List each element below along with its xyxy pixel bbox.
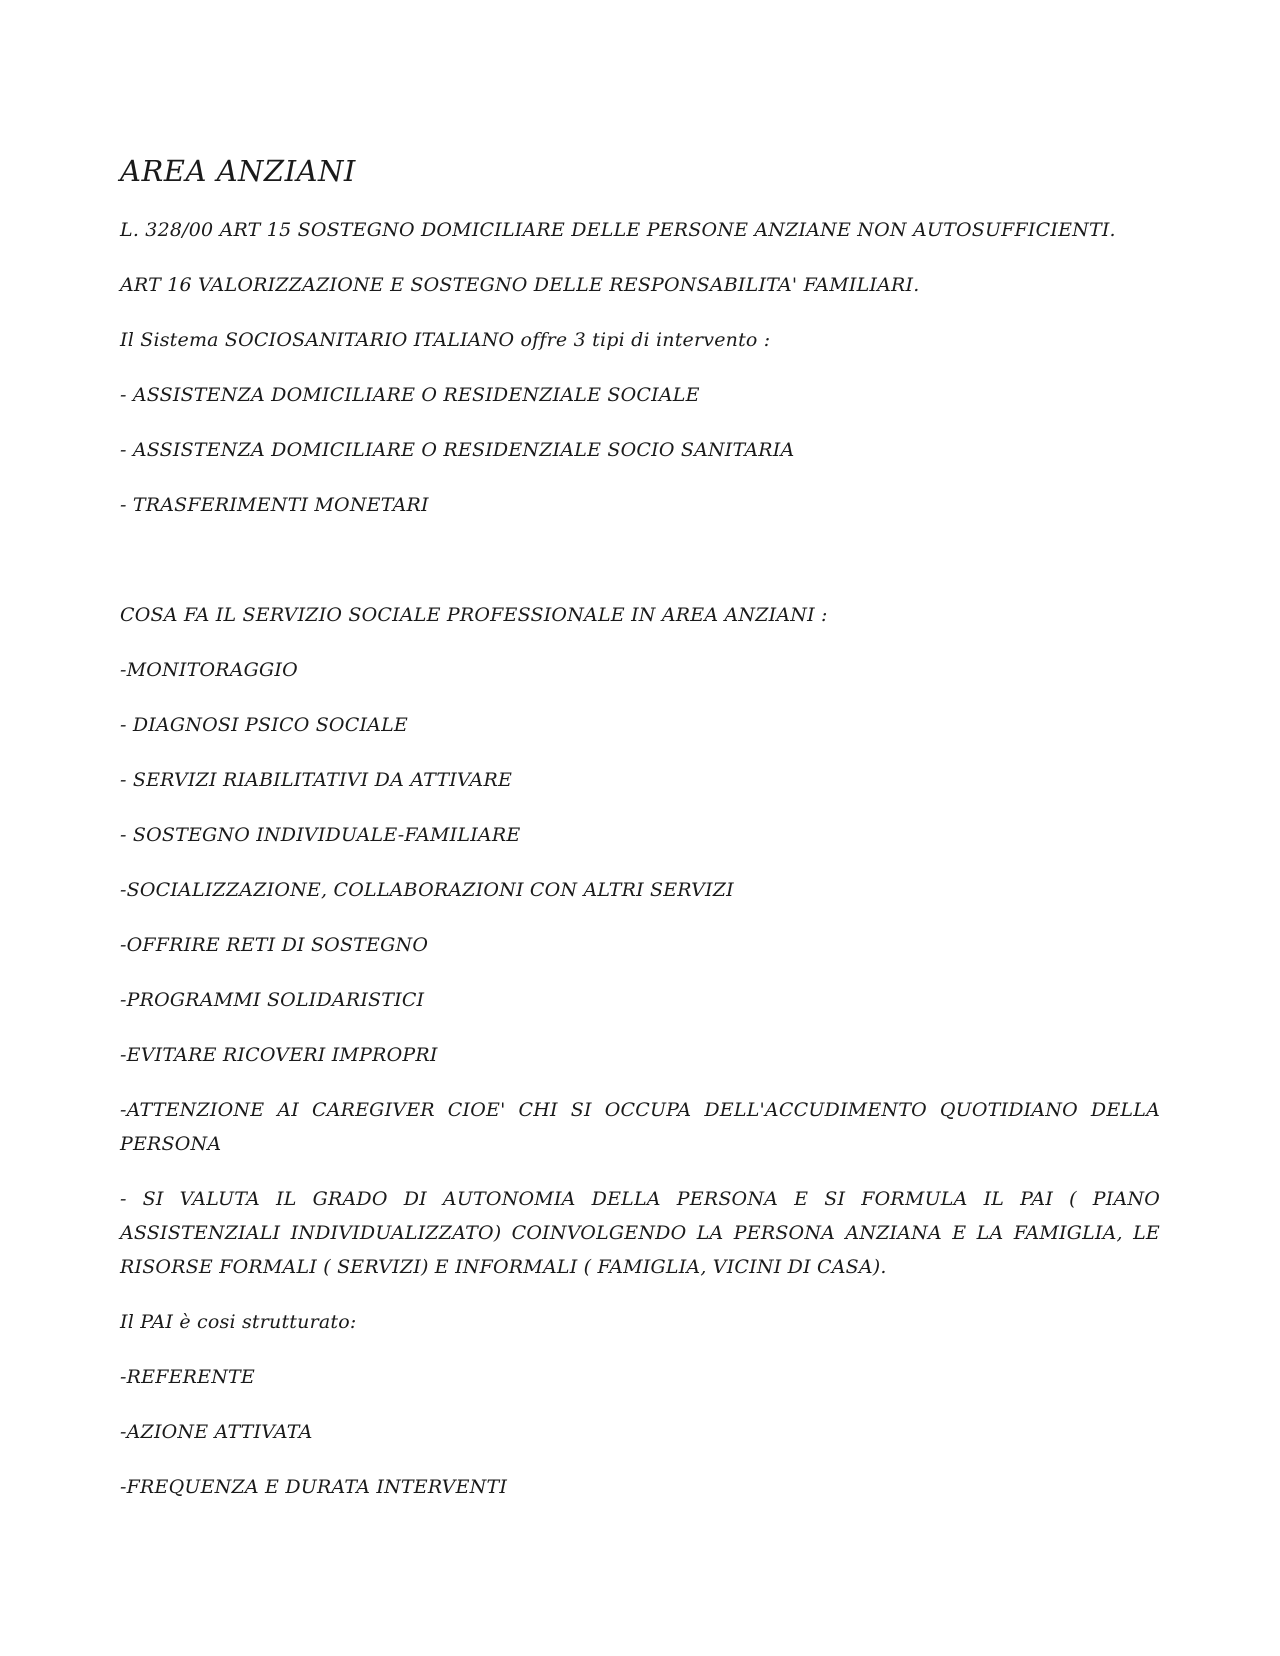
list-item: - SOSTEGNO INDIVIDUALE-FAMILIARE [120, 823, 521, 846]
pai-item: -REFERENTE [120, 1365, 255, 1388]
list-item: -SOCIALIZZAZIONE, COLLABORAZIONI CON ALTRI SERVIZI [120, 878, 734, 901]
list-item: - SERVIZI RIABILITATIVI DA ATTIVARE [120, 768, 513, 791]
document-title: AREA ANZIANI [120, 154, 356, 188]
list-item: - DIAGNOSI PSICO SOCIALE [120, 713, 408, 736]
intervention-intro: Il Sistema SOCIOSANITARIO ITALIANO offre 3 tipi di intervento : [120, 328, 771, 351]
pai-item: -AZIONE ATTIVATA [120, 1420, 313, 1443]
document-page [120, 140, 1160, 1525]
pai-intro: Il PAI è cosi strutturato: [120, 1310, 357, 1333]
intervention-item: - TRASFERIMENTI MONETARI [120, 493, 429, 516]
law-article-15: L. 328/00 ART 15 SOSTEGNO DOMICILIARE DELLE PERSONE ANZIANE NON AUTOSUFFICIENTI. [120, 218, 1116, 241]
section-heading: COSA FA IL SERVIZIO SOCIALE PROFESSIONALE IN AREA ANZIANI : [120, 603, 828, 626]
list-item: -EVITARE RICOVERI IMPROPRI [120, 1043, 438, 1066]
blank-line [120, 543, 1160, 598]
intervention-item: - ASSISTENZA DOMICILIARE O RESIDENZIALE SOCIO SANITARIA [120, 438, 795, 461]
intervention-item: - ASSISTENZA DOMICILIARE O RESIDENZIALE SOCIALE [120, 383, 700, 406]
list-item: -ATTENZIONE AI CAREGIVER CIOE' CHI SI OCCUPA DELL'ACCUDIMENTO QUOTIDIANO DELLA PERSONA [120, 1098, 1160, 1155]
list-item: -OFFRIRE RETI DI SOSTEGNO [120, 933, 429, 956]
list-item: -PROGRAMMI SOLIDARISTICI [120, 988, 425, 1011]
law-article-16: ART 16 VALORIZZAZIONE E SOSTEGNO DELLE RESPONSABILITA' FAMILIARI. [120, 273, 920, 296]
list-item: -MONITORAGGIO [120, 658, 298, 681]
list-item: - SI VALUTA IL GRADO DI AUTONOMIA DELLA PERSONA E SI FORMULA IL PAI ( PIANO ASSISTENZIALI INDIVIDUALIZZATO) COINVOLGENDO LA PERSONA ANZIANA E LA FAMIGLIA, LE RISORSE FORMALI ( SERVIZI) E INFORMALI ( FAMIGLIA, VICINI DI CASA). [120, 1187, 1160, 1278]
pai-item: -FREQUENZA E DURATA INTERVENTI [120, 1475, 508, 1498]
